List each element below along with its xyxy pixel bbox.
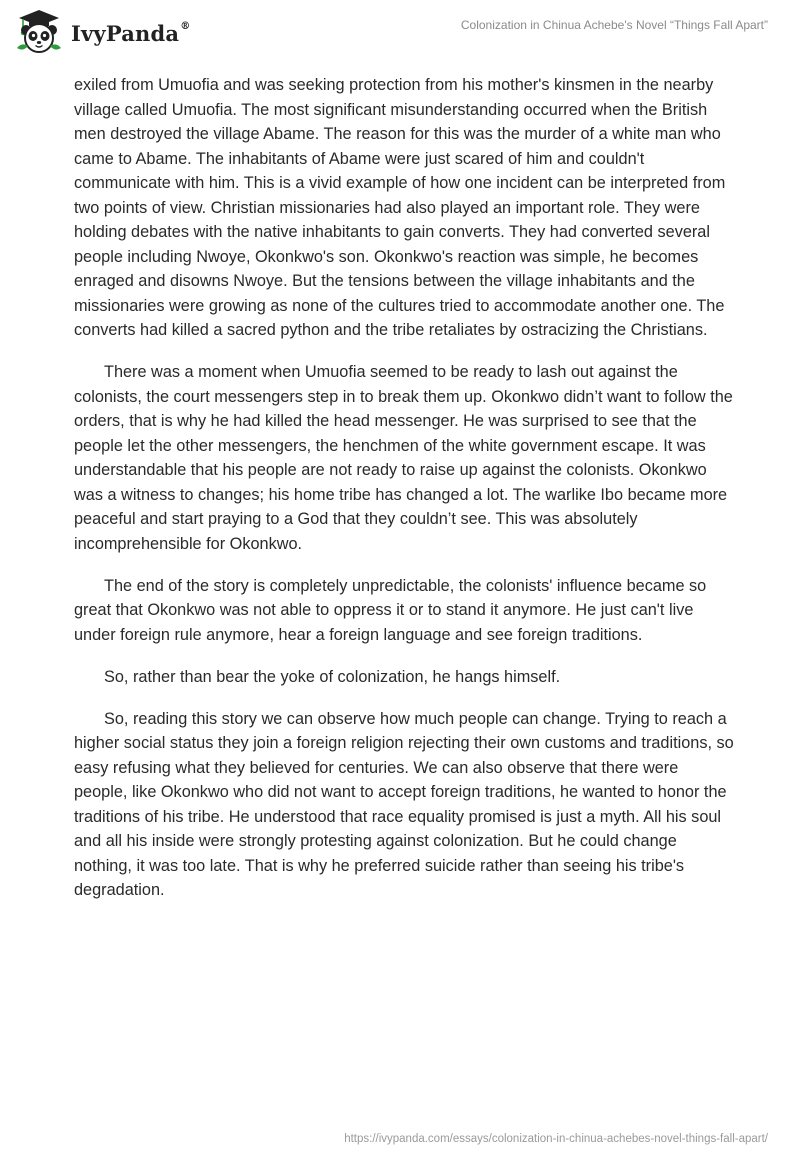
registered-mark: ® <box>180 20 191 32</box>
paragraph: So, rather than bear the yoke of colonization, he hangs himself. <box>104 667 561 686</box>
paragraph: exiled from Umuofia and was seeking protection from his mother's kinsmen in the nearby village called Umuofia. The most significant misunderstanding occurred when the British men destroyed the village Abame. The reason for this was the murder of a white man who came to Abame. The inhabitants of Abame were just scared of him and couldn't communicate with him. This is a vivid example of how one incident can be interpreted from two points of view. Christian missionaries had also played an important role. They were holding debates with the native inhabitants to gain converts. They had converted several people including Nwoye, Okonkwo's son. Okonkwo's reaction was simple, he becomes enraged and disowns Nwoye. But the tensions between the village inhabitants and the missionaries were growing as none of the cultures tried to accommodate another one. The converts had killed a sacred python and the tribe retaliates by ostracizing the Christians. <box>74 76 726 339</box>
source-url-link[interactable]: https://ivypanda.com/essays/colonization-in-chinua-achebes-novel-things-fall-apart/ <box>344 1133 768 1145</box>
brand-name-text: IvyPanda <box>71 20 180 46</box>
brand-logo[interactable] <box>14 8 190 54</box>
panda-mascot-icon <box>14 8 64 54</box>
document-title: Colonization in Chinua Achebe's Novel “Things Fall Apart” <box>460 18 768 32</box>
brand-name <box>71 21 190 46</box>
page-header <box>0 0 800 62</box>
paragraph: There was a moment when Umuofia seemed to be ready to lash out against the colonists, the court messengers step in to break them up. Okonkwo didn’t want to follow the orders, that is why he had killed the head messenger. He was surprised to see that the people let the other messengers, the henchmen of the white government escape. It was understandable that his people are not ready to raise up against the colonists. Okonkwo was a witness to changes; his home tribe has changed a lot. The warlike Ibo became more peaceful and start praying to a God that they couldn’t see. This was absolutely incomprehensible for Okonkwo. <box>74 363 733 553</box>
essay-body <box>74 73 734 920</box>
paragraph: So, reading this story we can observe how much people can change. Trying to reach a higher social status they join a foreign religion rejecting their own customs and traditions, so easy refusing what they believed for centuries. We can also observe that there were people, like Okonkwo who did not want to accept foreign traditions, he wanted to honor the traditions of his tribe. He understood that race equality promised is just a myth. All his soul and all his inside were strongly protesting against colonization. But he could change nothing, it was too late. That is why he preferred suicide rather than seeing his tribe's degradation. <box>74 709 734 899</box>
paragraph: The end of the story is completely unpredictable, the colonists' influence became so great that Okonkwo was not able to oppress it or to stand it anymore. He just can't live under foreign rule anymore, hear a foreign language and see foreign traditions. <box>74 576 707 644</box>
